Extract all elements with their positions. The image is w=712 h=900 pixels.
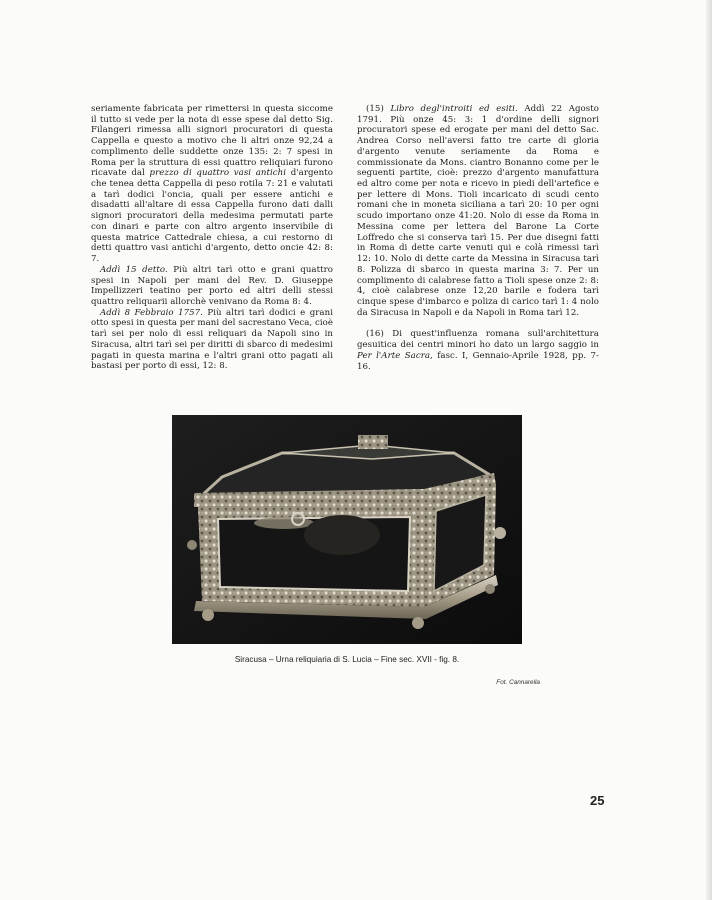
footnote-title: Libro degl'introiti ed esiti. — [390, 104, 518, 114]
footnote-15: (15) Libro degl'introiti ed esiti. Addì 22 Agosto 1791. Più onze 45: 3: 1 d'ordine delli signori procuratori spese ed erogate per mani del detto Sac. Andrea Corso nell'aversi fatto tre carte di gloria d'argento venute seriamente da Roma e commissionate da Mons. ciantro Bonanno come per le seguenti partite, cioè: prezzo d'argento manufattura ed altro come per nota e ricevo in piedi dell'artefice e per lettere di Mons. Tioli incaricato di scudi cento romani che in moneta siciliana a tarì 20: 10 per ogni scudo importano onze 41:20. Nolo di esse da Roma in Messina come per lettera del Barone La Corte Loffredo che si conserva tarì 15. Per due disegni fatti in Roma di dette carte venuti qui e colà rimessi tarì 12: 10. Nolo di dette carte da Messina in Siracusa tarì 8. Polizza di sbarco in questa marina 3: 7. Per un complimento di calabrese fatto a Tioli spese onze 2: 8: 4, cioè calabrese onze 12,20 barile e fodera tarì cinque spese d'imbarco e poliza di carico tarì 1: 4 nolo da Siracusa in Napoli e da Napoli in Roma tarì 12. — [357, 104, 599, 318]
entry-date: Addì 8 Febbraio 1757. — [100, 307, 203, 318]
reliquary-photograph — [172, 415, 522, 644]
left-paragraph-3: Addì 8 Febbraio 1757. Più altri tarì dodici e grani otto spesi in questa per mani del sacrestano Veca, cioè tarì sei per nolo di essi reliquari da Napoli sino in Siracusa, altri tarì sei per diritti di sbarco di medesimi pagati in questa marina e l'altri grani otto pagati ali bastasi per porto di essi, 12: 8. — [91, 307, 333, 372]
right-text-column — [357, 104, 599, 372]
page-edge-shadow — [706, 0, 712, 900]
entry-date: Addì 15 detto. — [100, 264, 168, 275]
reliquary-image — [172, 415, 522, 644]
figure-caption: Siracusa – Urna reliquiaria di S. Lucia – Fine sec. XVII - fig. 8. — [234, 655, 460, 664]
page-number: 25 — [590, 793, 605, 808]
left-paragraph-1: seriamente fabricata per rimettersi in questa siccome il tutto si vede per la nota di esse spese dal detto Sig. Filangeri rimessa alli signori procuratori di questa Cappella e questo a motivo che li altri onze 92,24 a complimento delle suddette onze 135: 2: 7 spesi in Roma per la struttura di essi quattro reliquiari furono ricavate dal prezzo di quattro vasi antichi d'argento che tenea detta Cappella di peso rotila 7: 21 e valutati a tarì dodici l'oncia, quali per essere antichi e disadatti all'altare di essa Cappella furono dati dalli signori procuratori della medesima permutati parte con dinari e parte con altro argento inservibile di questa matrice Cattedrale chiesa, a cui restorno di detti quattro vasi antichi d'argento, detto oncie 42: 8: 7. — [91, 104, 333, 265]
photo-credit: Fot. Cannarella — [496, 679, 540, 686]
italic-phrase: prezzo di quattro vasi antichi — [149, 168, 287, 179]
journal-title: Per l'Arte Sacra, — [357, 350, 433, 361]
footnote-16: (16) Di quest'influenza romana sull'architettura gesuitica dei centri minori ho dato un largo saggio in Per l'Arte Sacra, fasc. I, Gennaio-Aprile 1928, pp. 7-16. — [357, 329, 599, 372]
footnote-number: (15) — [366, 104, 384, 114]
left-paragraph-2: Addì 15 detto. Più altri tarì otto e grani quattro spesi in Napoli per mani del Rev. D. Giuseppe Impellizzeri teatino per porto ed altri delli stessi quattro reliquarii allorchè venivano da Roma 8: 4. — [91, 264, 333, 307]
left-text-column — [91, 104, 333, 372]
footnote-number: (16) — [366, 329, 384, 340]
